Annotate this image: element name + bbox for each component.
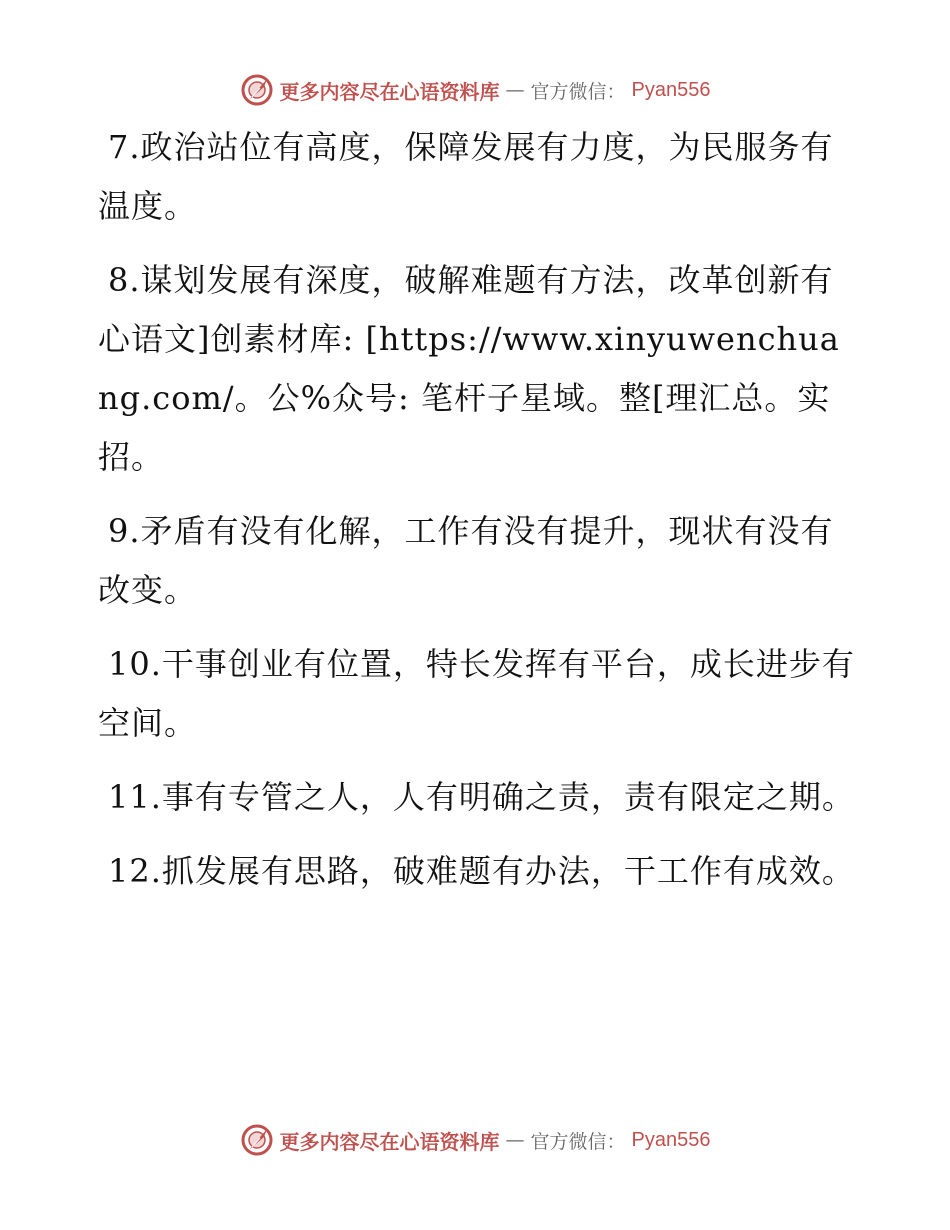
paragraph-8: 8.谋划发展有深度，破解难题有方法，改革创新有心语文]创素材库: [https://www.xinyuwenchuang.com/。公%众号: 笔杆子星域。整[理汇总。实招。 [98, 261, 840, 476]
banner-main-text: 更多内容尽在心语资料库 [279, 79, 500, 104]
banner-official-label: 官方微信： [530, 1130, 626, 1153]
paragraph-11: 11.事有专管之人，人有明确之责，责有限定之期。 [108, 778, 855, 816]
paragraph-9: 9.矛盾有没有化解，工作有没有提升，现状有没有改变。 [98, 512, 834, 609]
quill-seal-icon [240, 73, 274, 107]
paragraph-7: 7.政治站位有高度，保障发展有力度，为民服务有温度。 [98, 128, 834, 225]
paragraph-12: 12.抓发展有思路，破难题有办法，干工作有成效。 [108, 852, 855, 890]
paragraph-10: 10.干事创业有位置，特长发挥有平台，成长进步有空间。 [98, 645, 855, 742]
banner-wechat-id: Pyan556 [631, 1128, 711, 1151]
banner-separator: — [505, 79, 525, 101]
header-watermark-banner [0, 70, 950, 110]
document-body [98, 118, 858, 916]
quill-seal-icon [240, 1123, 274, 1157]
banner-main-text: 更多内容尽在心语资料库 [279, 1129, 500, 1154]
banner-official-label: 官方微信： [530, 80, 626, 103]
footer-watermark-banner [0, 1120, 950, 1160]
banner-separator: — [505, 1129, 525, 1151]
banner-wechat-id: Pyan556 [631, 78, 711, 101]
